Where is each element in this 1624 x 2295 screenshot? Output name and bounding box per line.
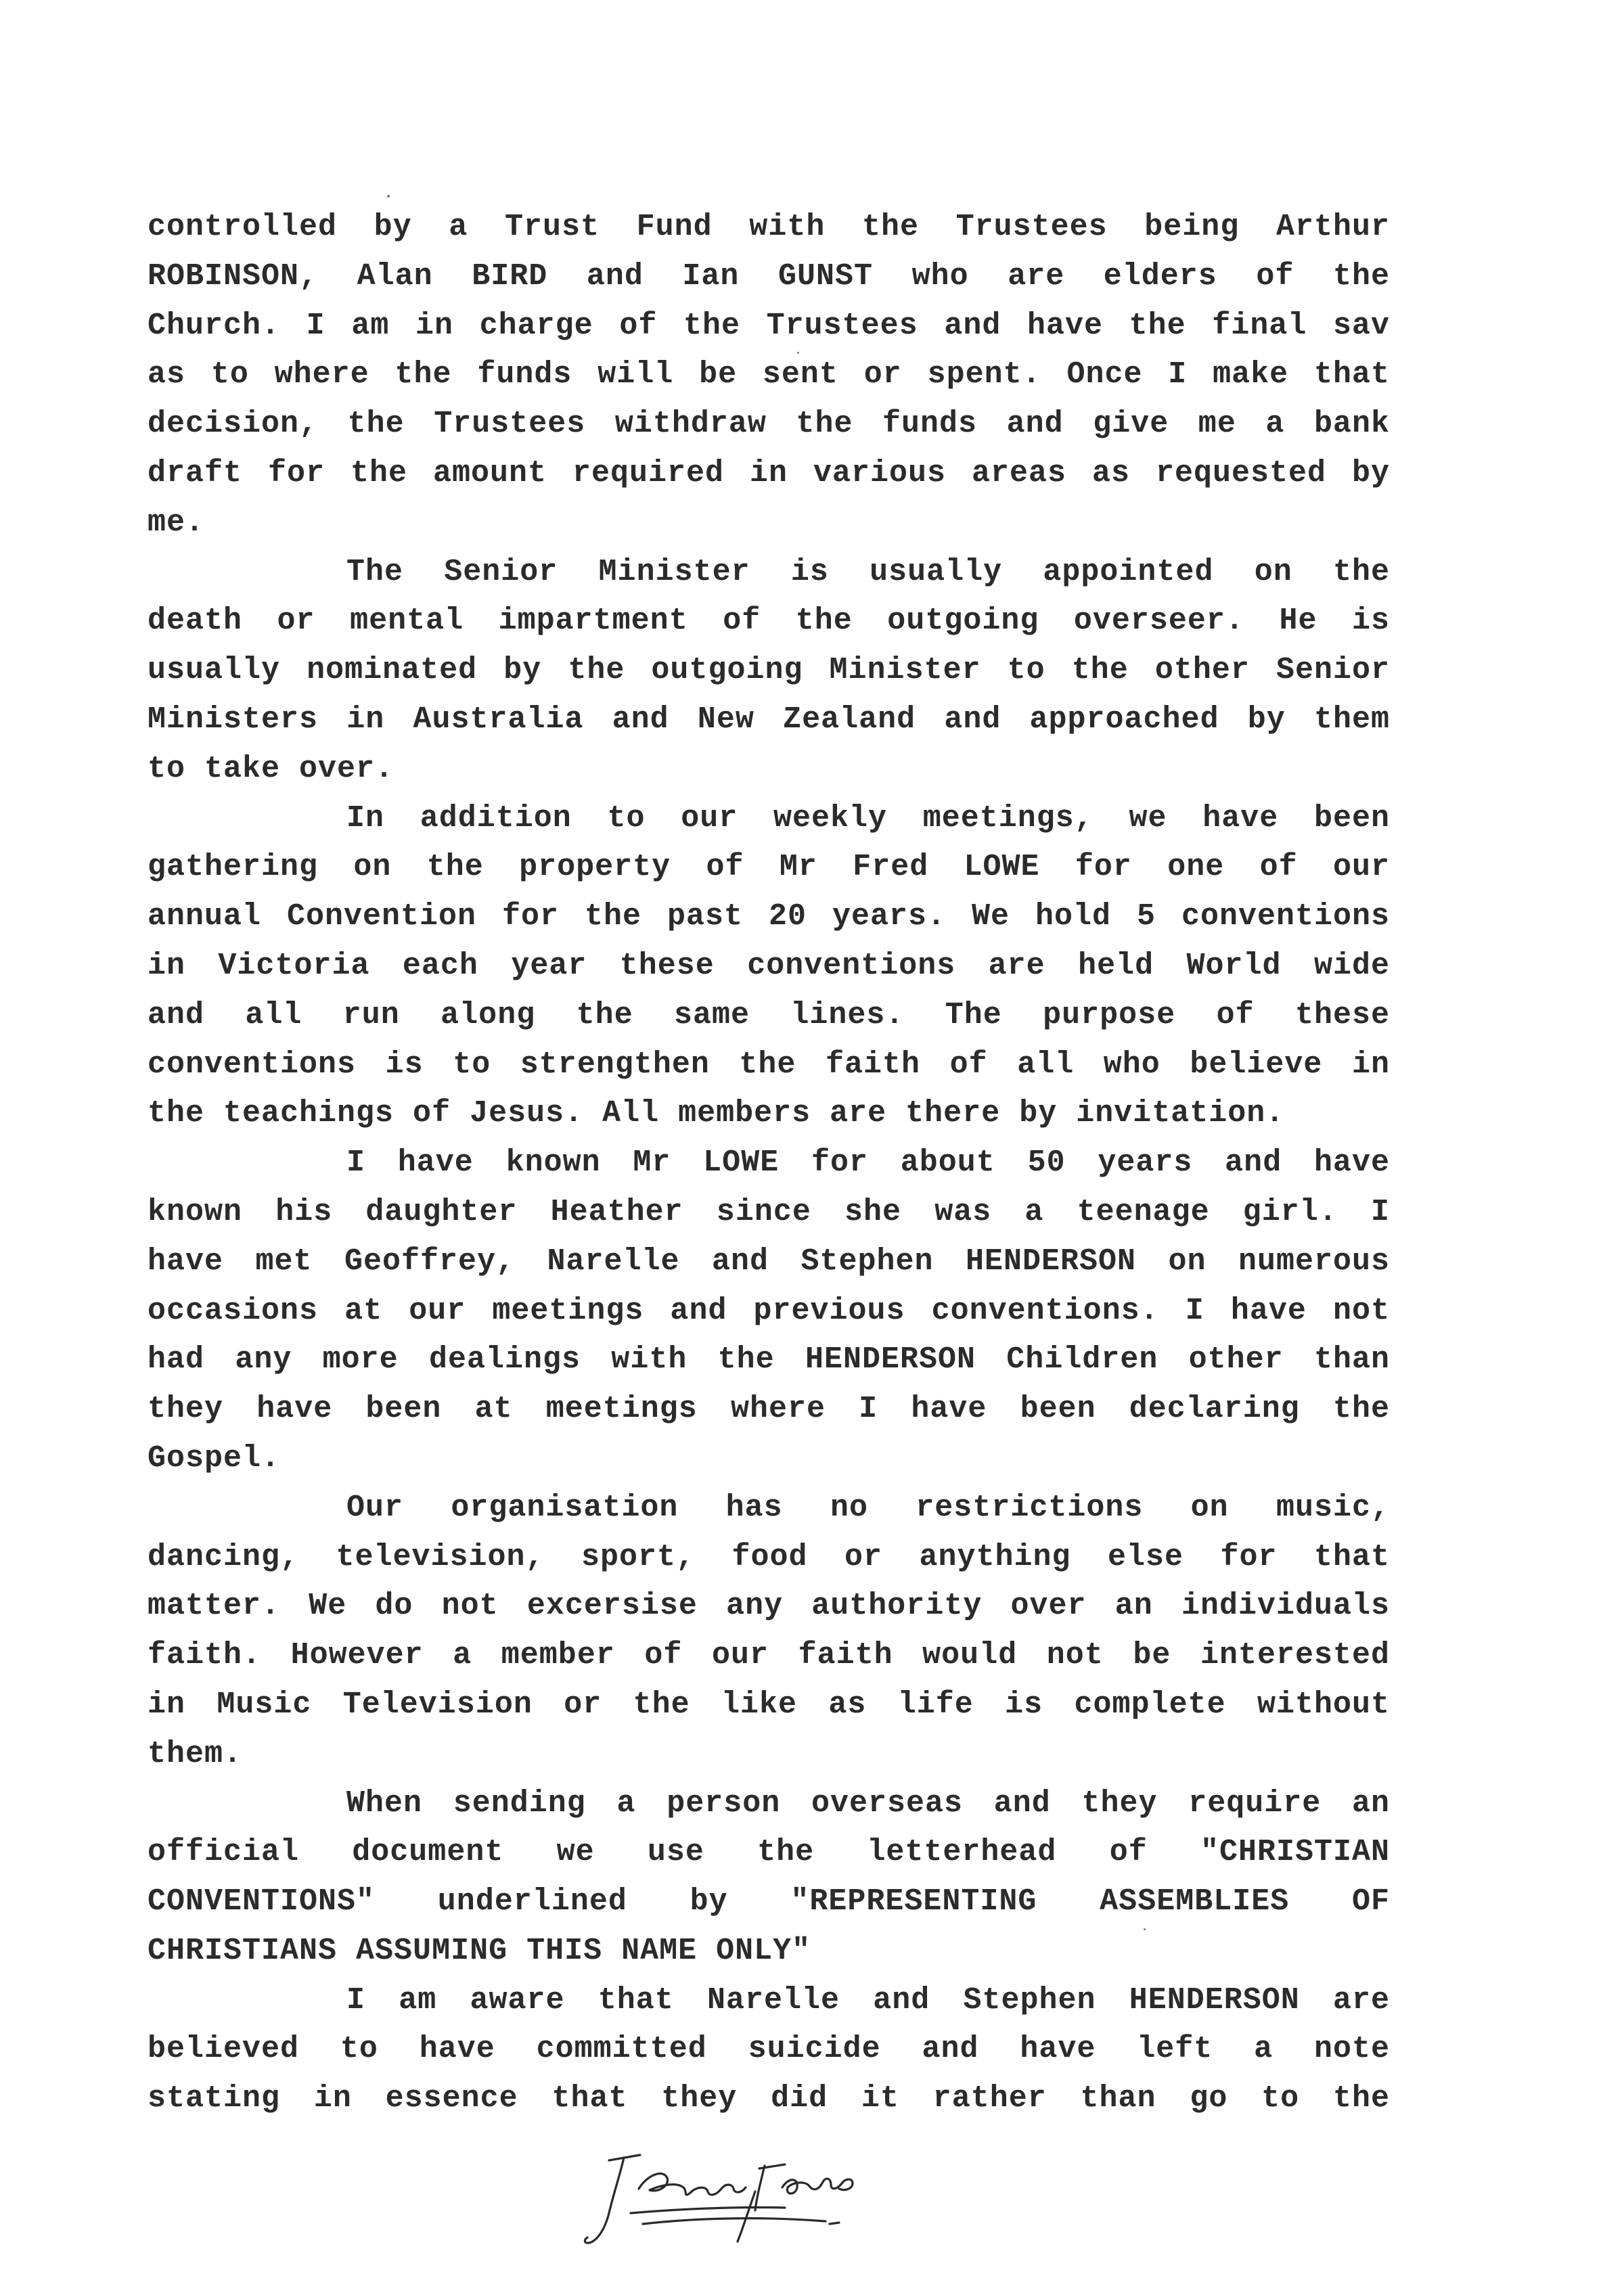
text-line: matter. We do not excersise any authority over an individuals — [148, 1589, 1390, 1624]
text-line: In addition to our weekly meetings, we have been — [346, 800, 1390, 836]
text-line: gathering on the property of Mr Fred LOWE for one of our — [148, 850, 1390, 885]
text-line: them. — [148, 1736, 243, 1771]
paragraph-known-lowe — [148, 1139, 1390, 1484]
text-line: ROBINSON, Alan BIRD and Ian GUNST who are elders of the — [148, 258, 1390, 294]
text-line: controlled by a Trust Fund with the Trustees being Arthur — [148, 210, 1390, 244]
text-line: annual Convention for the past 20 years. We hold 5 conventions — [148, 899, 1390, 934]
text-line: known his daughter Heather since she was a teenage girl. I — [148, 1194, 1390, 1229]
text-line: the teachings of Jesus. All members are there by invitation. — [148, 1096, 1285, 1131]
scan-speck — [387, 195, 390, 198]
text-line: CHRISTIANS ASSUMING THIS NAME ONLY" — [148, 1933, 811, 1968]
text-line: dancing, television, sport, food or anything else for that — [148, 1539, 1390, 1574]
text-line: believed to have committed suicide and have left a note — [148, 2032, 1390, 2067]
paragraph-senior-minister — [148, 548, 1390, 794]
text-line: me. — [148, 505, 205, 540]
paragraph-trust-fund — [148, 203, 1390, 548]
text-line: occasions at our meetings and previous conventions. I have not — [148, 1293, 1390, 1328]
text-line: to take over. — [148, 751, 394, 786]
text-line: and all run along the same lines. The purpose of these — [148, 997, 1390, 1032]
paragraph-aware — [148, 1976, 1390, 2124]
handwritten-signature — [582, 2148, 900, 2250]
text-line: Ministers in Australia and New Zealand and approached by them — [148, 702, 1390, 737]
text-line: draft for the amount required in various areas as requested by — [148, 455, 1390, 491]
text-line: in Music Television or the like as life is complete without — [148, 1687, 1390, 1722]
text-line: I am aware that Narelle and Stephen HENDERSON are — [346, 1982, 1390, 2018]
text-line: in Victoria each year these conventions are held World wide — [148, 948, 1390, 983]
text-line: The Senior Minister is usually appointed on the — [346, 554, 1390, 589]
statement-body — [148, 203, 1390, 2124]
text-line: Our organisation has no restrictions on music, — [346, 1490, 1390, 1525]
text-line: faith. However a member of our faith would not be interested — [148, 1638, 1390, 1673]
scan-speck — [1144, 1928, 1146, 1930]
text-line: decision, the Trustees withdraw the funds and give me a bank — [148, 407, 1390, 442]
text-line: official document we use the letterhead of "CHRISTIAN — [148, 1835, 1390, 1870]
scan-speck — [797, 352, 799, 354]
text-line: had any more dealings with the HENDERSON Children other than — [148, 1342, 1390, 1378]
text-line: usually nominated by the outgoing Minister to the other Senior — [148, 653, 1390, 688]
text-line: CONVENTIONS" underlined by "REPRESENTING ASSEMBLIES OF — [148, 1884, 1390, 1919]
text-line: Church. I am in charge of the Trustees and have the final sav — [148, 308, 1390, 343]
text-line: have met Geoffrey, Narelle and Stephen HENDERSON on numerous — [148, 1244, 1390, 1279]
paragraph-no-restrictions — [148, 1484, 1390, 1779]
text-line: Gospel. — [148, 1440, 281, 1476]
text-line: death or mental impartment of the outgoing overseer. He is — [148, 604, 1390, 639]
text-line: I have known Mr LOWE for about 50 years and have — [346, 1145, 1390, 1181]
text-line: as to where the funds will be sent or spent. Once I make that — [148, 357, 1390, 392]
paragraph-conventions — [148, 794, 1390, 1139]
text-line: they have been at meetings where I have been declaring the — [148, 1392, 1390, 1427]
text-line: When sending a person overseas and they require an — [346, 1786, 1390, 1821]
text-line: stating in essence that they did it rather than go to the — [148, 2081, 1390, 2116]
paragraph-letterhead — [148, 1779, 1390, 1976]
text-line: conventions is to strengthen the faith of all who believe in — [148, 1047, 1390, 1082]
